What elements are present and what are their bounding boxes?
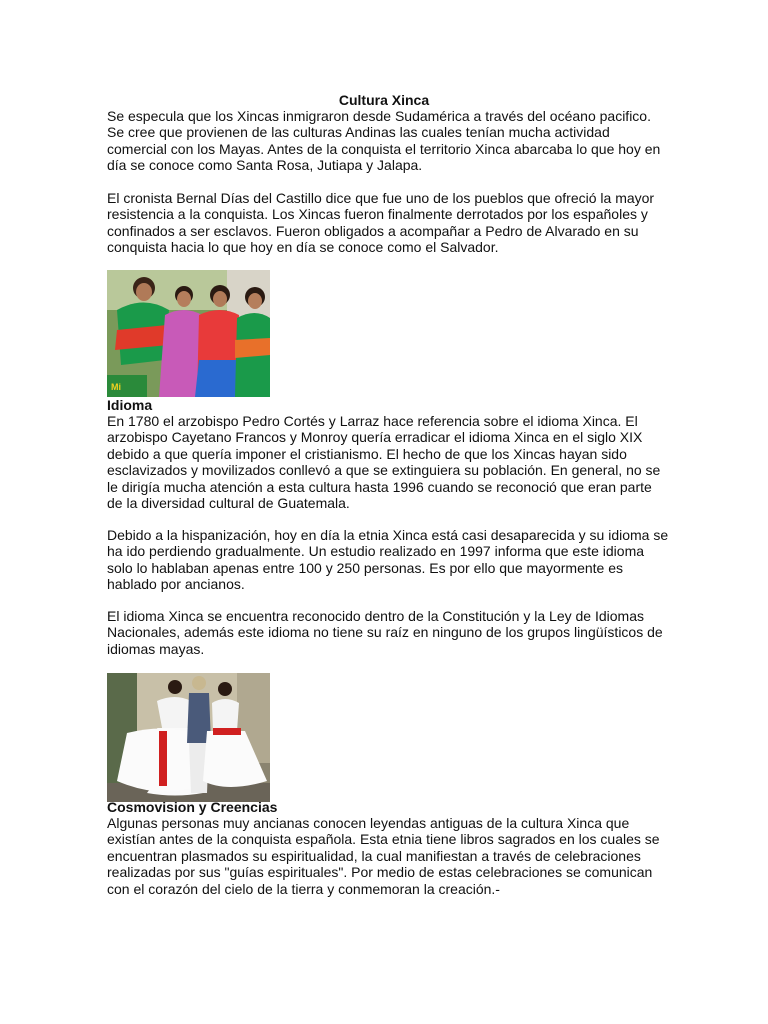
svg-text:Mi: Mi — [111, 382, 121, 392]
intro-paragraph-2 — [107, 190, 707, 256]
idioma-paragraph-1 — [107, 413, 707, 511]
text-line: con el corazón del cielo de la tierra y conmemoran la creación.- — [107, 880, 500, 897]
text-line: solo lo hablaban apenas entre 100 y 250 personas. Es por ello que mayormente es — [107, 559, 624, 576]
text-line: le dirigía mucha atención a esta cultura hasta 1996 cuando se reconoció que eran parte — [107, 478, 652, 495]
text-line: confinados a ser esclavos. Fueron obligados a acompañar a Pedro de Alvarado en su — [107, 222, 639, 239]
text-line: hablado por ancianos. — [107, 576, 245, 593]
text-line: encuentran plasmados su espiritualidad, la cual manifiestan a través de celebraciones — [107, 847, 641, 864]
section-heading-idioma: Idioma — [107, 397, 153, 413]
text-line: existían antes de la conquista española. Esta etnia tiene libros sagrados en los cuales se — [107, 831, 660, 848]
cosmovision-paragraph-1 — [107, 815, 707, 897]
text-line: resistencia a la conquista. Los Xincas fueron finalmente derrotados por los españoles y — [107, 206, 648, 223]
text-line: esclavizados y movilizados conllevó a que se extinguiera su población. En general, no se — [107, 462, 661, 479]
section-heading-cosmovision: Cosmovision y Creencias — [107, 799, 278, 815]
text-line: arzobispo Cayetano Francos y Monroy quería erradicar el idioma Xinca en el siglo XIX — [107, 429, 643, 446]
text-line: día se conoce como Santa Rosa, Jutiapa y Jalapa. — [107, 157, 423, 174]
document-title: Cultura Xinca — [338, 92, 430, 108]
text-line: debido a que quería imponer el cristianismo. El hecho de que los Xincas hayan sido — [107, 445, 627, 462]
text-line: El cronista Bernal Días del Castillo dice que fue uno de los pueblos que ofreció la mayor — [107, 190, 655, 206]
text-line: ha ido perdiendo gradualmente. Un estudio realizado en 1997 informa que este idioma — [107, 543, 645, 560]
photo-xinca-women-traditional-dress — [107, 270, 270, 397]
text-line: conquista hacia lo que hoy en día se conoce como el Salvador. — [107, 239, 499, 256]
text-line: En 1780 el arzobispo Pedro Cortés y Larraz hace referencia sobre el idioma Xinca. El — [107, 413, 638, 429]
text-line: realizadas por sus "guías espirituales". Por medio de estas celebraciones se comunican — [107, 864, 653, 881]
text-line: Debido a la hispanización, hoy en día la etnia Xinca está casi desaparecida y su idioma se — [107, 527, 669, 543]
intro-paragraph-1 — [107, 108, 707, 174]
text-line: Algunas personas muy ancianas conocen leyendas antiguas de la cultura Xinca que — [107, 815, 630, 831]
text-line: Se especula que los Xincas inmigraron desde Sudamérica a través del océano pacifico. — [107, 108, 651, 124]
text-line: comercial con los Mayas. Antes de la conquista el territorio Xinca abarcaba lo que hoy en — [107, 140, 661, 157]
text-line: Se cree que provienen de las culturas Andinas las cuales tenían mucha actividad — [107, 124, 610, 141]
idioma-paragraph-3 — [107, 608, 707, 657]
text-line: de la diversidad cultural de Guatemala. — [107, 495, 350, 512]
text-line: Nacionales, además este idioma no tiene su raíz en ninguno de los grupos lingüísticos de — [107, 624, 663, 641]
text-line: idiomas mayas. — [107, 640, 205, 657]
text-line: El idioma Xinca se encuentra reconocido dentro de la Constitución y la Ley de Idiomas — [107, 608, 644, 624]
photo-xinca-dancers — [107, 673, 270, 802]
idioma-paragraph-2 — [107, 527, 707, 593]
